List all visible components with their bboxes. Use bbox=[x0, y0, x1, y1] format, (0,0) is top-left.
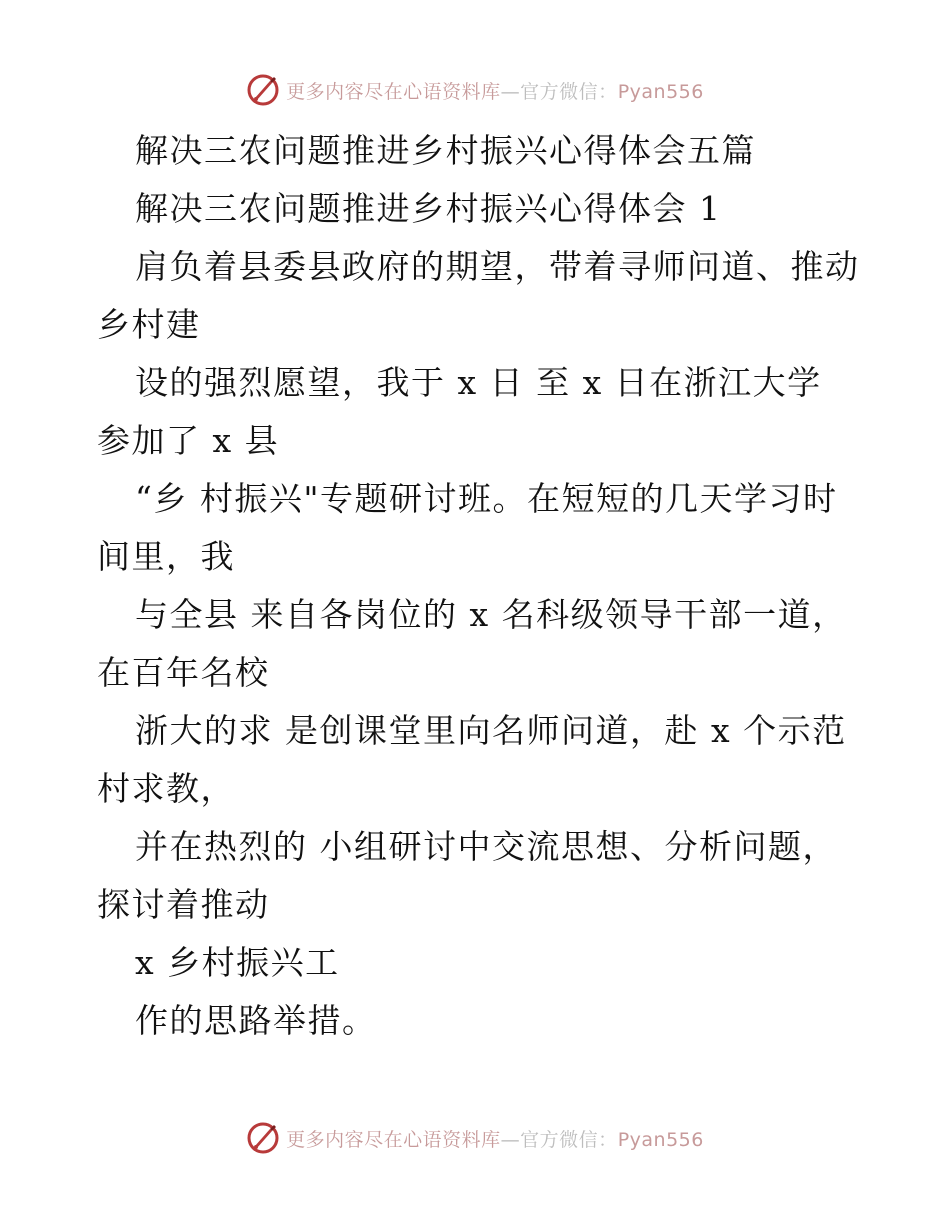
text-line: x 乡村振兴工 bbox=[135, 943, 340, 982]
text-line: 间里，我 bbox=[97, 537, 235, 576]
text-line: 探讨着推动 bbox=[97, 885, 270, 924]
text-line: 作的思路举措。 bbox=[135, 1001, 377, 1040]
wechat-label: 官方微信： bbox=[520, 80, 618, 103]
banner-separator: — bbox=[500, 80, 521, 103]
wechat-label: 官方微信： bbox=[520, 1128, 618, 1151]
banner-text bbox=[286, 1125, 704, 1152]
banner-text bbox=[286, 77, 704, 104]
text-line: 并在热烈的 小组研讨中交流思想、分析问题， bbox=[135, 827, 837, 866]
text-line: 肩负着县委县政府的期望，带着寻师问道、推动 bbox=[135, 247, 860, 286]
brand-text: 更多内容尽在心语资料库 bbox=[286, 80, 501, 103]
text-line: 解决三农问题推进乡村振兴心得体会五篇 bbox=[135, 131, 756, 170]
text-line: 浙大的求 是创课堂里向名师问道，赴 x 个示范 bbox=[135, 711, 847, 750]
quill-logo-icon bbox=[246, 73, 280, 107]
wechat-id: Pyan556 bbox=[617, 80, 704, 103]
text-line: 乡村建 bbox=[97, 305, 201, 344]
wechat-id: Pyan556 bbox=[617, 1128, 704, 1151]
text-line: 设的强烈愿望，我于 x 日 至 x 日在浙江大学 bbox=[135, 363, 822, 402]
text-line: 参加了 x 县 bbox=[97, 421, 280, 460]
text-line: 在百年名校 bbox=[97, 653, 270, 692]
footer-banner bbox=[0, 1118, 950, 1158]
text-line: “乡 村振兴"专题研讨班。在短短的几天学习时 bbox=[135, 479, 838, 518]
quill-logo-icon bbox=[246, 1121, 280, 1155]
text-line: 解决三农问题推进乡村振兴心得体会 1 bbox=[135, 189, 722, 228]
document-body bbox=[97, 122, 860, 1050]
text-line: 村求教， bbox=[97, 769, 235, 808]
text-line: 与全县 来自各岗位的 x 名科级领导干部一道， bbox=[135, 595, 847, 634]
brand-text: 更多内容尽在心语资料库 bbox=[286, 1128, 501, 1151]
banner-separator: — bbox=[500, 1128, 521, 1151]
header-banner bbox=[0, 70, 950, 110]
